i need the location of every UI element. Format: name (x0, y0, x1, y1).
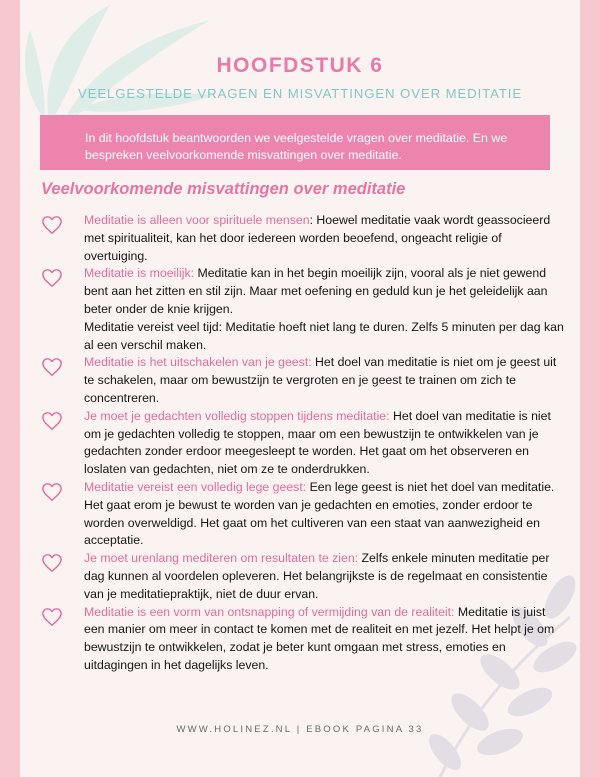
chapter-subtitle: VEELGESTELDE VRAGEN EN MISVATTINGEN OVER MEDITATIE (77, 86, 523, 101)
item-body: : Hoewel meditatie vaak wordt geassocieerd met spiritualiteit, kan het door iedereen worden beoefend, ongeacht religie of overtuiging. (84, 213, 551, 263)
item-body: Meditatie is juist een manier om meer in contact te komen met de realiteit en met jezelf. Het helpt je om bewustzijn te ontwikkelen, zodat je beter kunt omgaan met stress, emoties en uitdagingen in het dagelijks leven. (84, 604, 555, 672)
item-body: Het doel van meditatie is niet om je geest uit te schakelen, maar om bewustzijn te vergroten en je geest te trainen om zich te concentreren. (84, 355, 557, 405)
list-item (84, 354, 568, 407)
misconception-list (84, 212, 568, 675)
list-item (84, 550, 568, 603)
heart-icon (41, 482, 63, 502)
item-term: Meditatie is alleen voor spirituele mensen (84, 213, 310, 227)
section-title: Veelvoorkomende misvattingen over meditatie (41, 180, 406, 198)
intro-box (40, 115, 550, 170)
item-term: Je moet urenlang mediteren om resultaten te zien: (84, 551, 359, 566)
item-body: Een lege geest is niet het doel van meditatie. Het gaat erom je bewust te worden van je gedachten en emoties, zonder erdoor te worden overweldigd. Het gaat om het cultiveren van een staat van aanwezigheid en acceptatie. (84, 479, 555, 548)
heart-icon (41, 553, 63, 573)
heart-icon (41, 268, 63, 288)
item-body: Het doel van meditatie is niet om je gedachten volledig te stoppen, maar om een bewustzijn te ontwikkelen van je gedachten zonder erdoor meegesleept te worden. Het gaat om het observeren en loslaten van gedachten, niet om ze te onderdrukken. (84, 408, 551, 477)
chapter-title: HOOFDSTUK 6 (216, 54, 384, 77)
page (20, 0, 580, 777)
item-term: Meditatie is een vorm van ontsnapping of vermijding van de realiteit: (84, 604, 455, 619)
list-item (84, 408, 568, 479)
item-body: Zelfs enkele minuten meditatie per dag kunnen al voordelen opleveren. Het belangrijkste is de regelmaat en consistentie van je meditatiepraktijk, niet de duur ervan. (84, 551, 550, 601)
item-body: Meditatie kan in het begin moeilijk zijn, vooral als je niet gewend bent aan het zitten en stil zijn. Maar met oefening en geduld kun je het geleidelijk aan beter onder de knie krijgen. (84, 266, 548, 316)
page-footer: WWW.HOLINEZ.NL | EBOOK PAGINA 33 (176, 724, 424, 735)
heart-icon (41, 607, 63, 627)
item-extra: Meditatie vereist veel tijd: Meditatie hoeft niet lang te duren. Zelfs 5 minuten per dag kan al een verschil maken. (84, 319, 564, 352)
item-term: Meditatie vereist een volledig lege geest: (84, 479, 307, 494)
item-term: Je moet je gedachten volledig stoppen tijdens meditatie: (84, 408, 390, 423)
list-item (84, 265, 568, 354)
list-item (84, 212, 568, 265)
heart-icon (41, 411, 63, 431)
heart-icon (41, 215, 63, 235)
list-item (84, 479, 568, 550)
intro-text: In dit hoofdstuk beantwoorden we veelgestelde vragen over meditatie. En we bespreken veelvoorkomende misvattingen over meditatie. (85, 131, 508, 162)
item-term: Meditatie is moeilijk: (84, 266, 195, 281)
item-term: Meditatie is het uitschakelen van je geest: (84, 355, 312, 370)
list-item (84, 604, 568, 675)
heart-icon (41, 357, 63, 377)
